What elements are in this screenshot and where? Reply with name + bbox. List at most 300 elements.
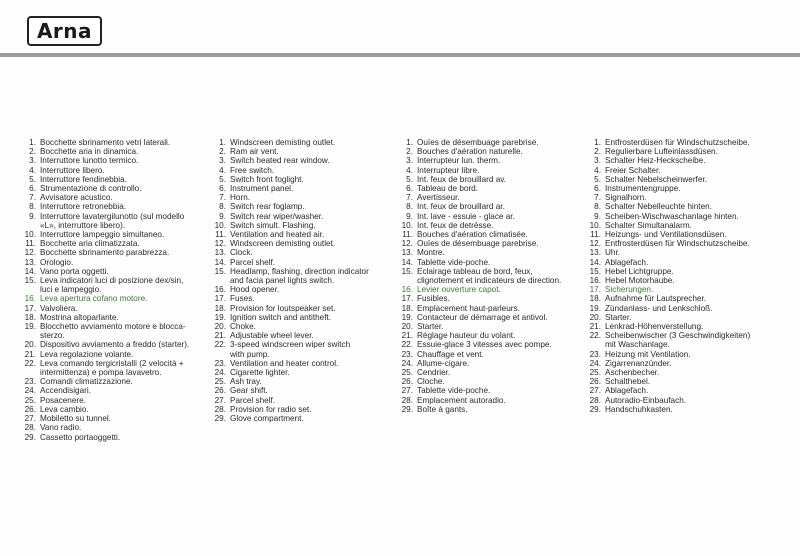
- legend-item: [585, 166, 750, 175]
- legend-item-number: 14.: [589, 257, 601, 267]
- legend-item-number: 20.: [401, 322, 413, 332]
- legend-item-text: Interruttore retronebbia.: [40, 202, 127, 212]
- legend-item-text: Emplacement haut-parleurs.: [417, 303, 520, 313]
- legend-item-number: 5.: [219, 174, 226, 184]
- legend-item-number: 10.: [401, 220, 413, 230]
- legend-item-text: Horn.: [230, 193, 251, 203]
- legend-item-number: 28.: [24, 423, 36, 433]
- legend-item-text: Int. feux de brouillard ar.: [417, 202, 505, 212]
- legend-item-number: 5.: [29, 174, 36, 184]
- legend-item-text: Provision for loutspeaker set.: [230, 303, 336, 313]
- legend-item-number: 9.: [594, 211, 601, 221]
- legend-item-number: 25.: [589, 368, 601, 378]
- legend-item-text: Free switch.: [230, 165, 275, 175]
- legend-item-number: 3.: [219, 156, 226, 166]
- legend-item-number: 28.: [214, 404, 226, 414]
- legend-item: [20, 138, 189, 147]
- legend-item-text: Cendrier.: [417, 368, 451, 378]
- legend-item-number: 11.: [402, 230, 413, 240]
- legend-item: [20, 377, 189, 386]
- legend-item-text: Orologio.: [40, 257, 74, 267]
- legend-item-number: 6.: [594, 184, 601, 194]
- legend-item: [585, 405, 750, 414]
- legend-item: [585, 331, 750, 340]
- legend-item: [210, 156, 369, 165]
- legend-item: [397, 230, 561, 239]
- legend-item: [20, 294, 189, 303]
- legend-item-text: Int. feux de brouillard av.: [417, 174, 507, 184]
- legend-item-text: Avvisatore acustico.: [40, 193, 113, 203]
- legend-item-text: Lenkrad-Höhenverstellung.: [605, 322, 704, 332]
- legend-item: [210, 304, 369, 313]
- legend-item: [20, 239, 189, 248]
- legend-item: [210, 285, 369, 294]
- legend-item: [585, 377, 750, 386]
- legend-item-text: Instrumentengruppe.: [605, 184, 681, 194]
- legend-column-english: [210, 138, 369, 423]
- legend-item-number: 14.: [401, 257, 413, 267]
- legend-item-text: Choke.: [230, 322, 256, 332]
- legend-item: [210, 166, 369, 175]
- legend-item-text: Leva cambio.: [40, 404, 89, 414]
- legend-item-number: 13.: [214, 248, 226, 258]
- legend-item-text: Mostrina altoparlante.: [40, 312, 119, 322]
- legend-item-number: 5.: [594, 174, 601, 184]
- legend-item-text: Ignition switch and antitheft.: [230, 312, 332, 322]
- legend-item-text: Leva regolazione volante.: [40, 349, 134, 359]
- legend-item-text: Hebel Motorhaube.: [605, 276, 675, 286]
- legend-item-text: Eclairage tableau de bord, feux,: [417, 266, 533, 276]
- legend-item-number: 11.: [25, 239, 36, 249]
- legend-item-number: 11.: [590, 230, 601, 240]
- legend-item-number: 14.: [24, 266, 36, 276]
- legend-item: [20, 248, 189, 257]
- legend-item-text: Tablette vide-poche.: [417, 386, 491, 396]
- legend-item-number: 24.: [401, 358, 413, 368]
- legend-item: [210, 414, 369, 423]
- legend-item-number: 27.: [401, 386, 413, 396]
- legend-item-text: Réglage hauteur du volant.: [417, 331, 516, 341]
- legend-item-number: 21.: [24, 349, 36, 359]
- legend-item: [397, 313, 561, 322]
- legend-item-text: Ouïes de désembuage parebrise.: [417, 239, 539, 249]
- legend-item-number: 1.: [29, 138, 36, 147]
- legend-item-text: Fuses.: [230, 294, 255, 304]
- legend-item-text: Regulierbare Lufteinlassdüsen.: [605, 147, 718, 157]
- legend-item: [585, 359, 750, 368]
- legend-item-text: Tablette vide-poche.: [417, 257, 491, 267]
- legend-item-text: Dispositivo avviamento a freddo (starter).: [40, 340, 190, 350]
- legend-item: [397, 258, 561, 267]
- legend-item: [585, 304, 750, 313]
- legend-item-number: 6.: [219, 184, 226, 194]
- legend-item-text: Comandi climatizzazione.: [40, 377, 133, 387]
- legend-item: [585, 248, 750, 257]
- legend-item-text: Interruttore fendinebbia.: [40, 174, 127, 184]
- legend-item-text: Glove compartment.: [230, 414, 304, 424]
- legend-item-text: Scheiben-Wischwaschanlage hinten.: [605, 211, 739, 221]
- legend-item-text: Boîte à gants.: [417, 404, 468, 414]
- legend-item: [585, 138, 750, 147]
- legend-item-text: Handschuhkasten.: [605, 404, 673, 414]
- legend-item: [585, 175, 750, 184]
- legend-item: [20, 193, 189, 202]
- legend-item-number: 4.: [29, 165, 36, 175]
- legend-item-number: 10.: [214, 220, 226, 230]
- legend-item-number: 8.: [594, 202, 601, 212]
- legend-item: [20, 156, 189, 165]
- legend-item-text: Parcel shelf.: [230, 395, 276, 405]
- legend-item-text: clignotement et indicateurs de direction.: [417, 276, 562, 286]
- legend-item-number: 25.: [214, 377, 226, 387]
- legend-item-text: intermittenza) e pompa lavavetro.: [40, 368, 162, 378]
- legend-item-number: 2.: [29, 147, 36, 157]
- legend-item-number: 7.: [29, 193, 36, 203]
- legend-item: [397, 175, 561, 184]
- legend-item-text: Freier Schalter.: [605, 165, 661, 175]
- legend-item-number: 18.: [401, 303, 413, 313]
- legend-item: [20, 414, 189, 423]
- legend-item-text: Heizungs- und Ventilationsdüsen.: [605, 230, 727, 240]
- legend-item-text: Accendisigari.: [40, 386, 91, 396]
- legend-item-number: [210, 350, 230, 359]
- legend-column-german: [585, 138, 750, 414]
- legend-item-number: 23.: [401, 349, 413, 359]
- legend-item-text: Vano porta oggetti.: [40, 266, 109, 276]
- legend-item: [397, 184, 561, 193]
- legend-item-number: [397, 276, 417, 285]
- legend-item: [397, 377, 561, 386]
- legend-item-number: 26.: [589, 377, 601, 387]
- legend-item: [397, 156, 561, 165]
- legend-item-text: Cassetto portaoggetti.: [40, 432, 121, 442]
- legend-item-text: Entfrosterdüsen für Windschutzscheibe.: [605, 239, 750, 249]
- legend-item-number: 20.: [24, 340, 36, 350]
- legend-item-text: Schalter Simultanalarm.: [605, 220, 692, 230]
- legend-item-number: 9.: [219, 211, 226, 221]
- legend-item: [397, 405, 561, 414]
- legend-item: [585, 322, 750, 331]
- legend-item-text: Switch rear foglamp.: [230, 202, 305, 212]
- legend-item-text: Bouches d'aération climatisée.: [417, 230, 528, 240]
- legend-item-text: Clock.: [230, 248, 253, 258]
- legend-item-text: Chauffage et vent.: [417, 349, 484, 359]
- brand-logo: Arna: [27, 16, 102, 46]
- legend-item-number: [20, 221, 40, 230]
- legend-item-text: Leva indicatori luci di posizione dex/sin,: [40, 276, 184, 286]
- legend-item-text: Switch front foglight.: [230, 174, 304, 184]
- legend-item-text: Aschenbecher.: [605, 368, 660, 378]
- legend-item-number: 27.: [589, 386, 601, 396]
- legend-item-number: 29.: [401, 404, 413, 414]
- legend-item: [210, 258, 369, 267]
- legend-item-text: Posacenere.: [40, 395, 86, 405]
- legend-item: [210, 377, 369, 386]
- legend-item: [20, 386, 189, 395]
- legend-item-number: 24.: [24, 386, 36, 396]
- legend-item-text: Autoradio-Einbaufach.: [605, 395, 687, 405]
- legend-item: [210, 221, 369, 230]
- legend-item-number: 22.: [401, 340, 413, 350]
- legend-item-text: Interruttore lavatergilunotto (sul modello: [40, 211, 185, 221]
- legend-item-number: 27.: [214, 395, 226, 405]
- legend-item-number: 1.: [594, 138, 601, 147]
- legend-item-text: Mobiletto su tunnel.: [40, 414, 112, 424]
- legend-item-text: Switch heated rear window.: [230, 156, 330, 166]
- legend-item-text: Fusibles.: [417, 294, 450, 304]
- legend-item-number: 3.: [594, 156, 601, 166]
- legend-item: [397, 138, 561, 147]
- legend-item-text: Leva apertura cofano motore.: [40, 294, 148, 304]
- legend-item-text: Ventilation and heated air.: [230, 230, 325, 240]
- legend-item-number: 10.: [24, 230, 36, 240]
- legend-item: [20, 221, 189, 230]
- legend-item: [397, 147, 561, 156]
- legend-item: [585, 258, 750, 267]
- legend-item: [20, 433, 189, 442]
- legend-item: [585, 212, 750, 221]
- legend-item: [20, 175, 189, 184]
- legend-item: [20, 359, 189, 368]
- legend-item-text: Allume-cigare.: [417, 358, 470, 368]
- legend-item: [210, 175, 369, 184]
- legend-item: [210, 313, 369, 322]
- legend-item-number: 19.: [401, 312, 413, 322]
- legend-item: [397, 386, 561, 395]
- legend-item: [20, 258, 189, 267]
- legend-item: [210, 230, 369, 239]
- legend-item: [20, 276, 189, 285]
- legend-item-text: Headlamp, flashing, direction indicator: [230, 266, 369, 276]
- legend-item-number: 18.: [214, 303, 226, 313]
- legend-item: [585, 193, 750, 202]
- legend-item-text: Provision for radio set.: [230, 404, 312, 414]
- legend-item: [585, 368, 750, 377]
- legend-item-number: 5.: [406, 174, 413, 184]
- legend-item: [397, 276, 561, 285]
- legend-item-number: 7.: [406, 193, 413, 203]
- legend-item-text: Schalter Nebelleuchte hinten.: [605, 202, 712, 212]
- legend-item-text: Zigarrenanzünder.: [605, 358, 672, 368]
- legend-item: [20, 304, 189, 313]
- legend-item-number: 8.: [29, 202, 36, 212]
- legend-item-text: Hebel Lichtgruppe.: [605, 266, 674, 276]
- legend-item-number: 23.: [214, 358, 226, 368]
- legend-item: [585, 184, 750, 193]
- legend-item-number: 11.: [215, 230, 226, 240]
- legend-item: [397, 212, 561, 221]
- legend-item: [210, 331, 369, 340]
- legend-item-text: Ouïes de désembuage parebrise.: [417, 138, 539, 147]
- legend-item-number: 7.: [219, 193, 226, 203]
- legend-item: [20, 212, 189, 221]
- legend-item: [210, 386, 369, 395]
- legend-item-text: Gear shift.: [230, 386, 268, 396]
- legend-item-text: Uhr.: [605, 248, 621, 258]
- legend-item: [210, 396, 369, 405]
- legend-item: [585, 294, 750, 303]
- legend-item: [397, 350, 561, 359]
- legend-item-text: Bocchette sbrinamento vetri laterali.: [40, 138, 171, 147]
- legend-item-number: 20.: [589, 312, 601, 322]
- legend-item: [585, 276, 750, 285]
- legend-item-number: 1.: [219, 138, 226, 147]
- legend-item: [20, 368, 189, 377]
- legend-item-number: 13.: [24, 257, 36, 267]
- legend-item: [397, 221, 561, 230]
- legend-item-text: Ram air vent.: [230, 147, 279, 157]
- legend-item-number: 6.: [406, 184, 413, 194]
- legend-item: [397, 340, 561, 349]
- legend-item: [585, 285, 750, 294]
- legend-item-number: 16.: [401, 285, 413, 295]
- legend-item-number: 29.: [214, 414, 226, 424]
- legend-item-number: 15.: [24, 276, 36, 286]
- legend-item-text: Vano radio.: [40, 423, 82, 433]
- legend-item-number: [585, 340, 605, 349]
- legend-item: [210, 239, 369, 248]
- legend-item-text: Schalter Nebelscheinwerfer.: [605, 174, 707, 184]
- legend-item-number: 3.: [29, 156, 36, 166]
- legend-item-text: sterzo.: [40, 331, 65, 341]
- legend-item: [210, 322, 369, 331]
- legend-item: [20, 350, 189, 359]
- legend-item-text: with pump.: [230, 349, 270, 359]
- legend-item-number: [20, 331, 40, 340]
- legend-item-number: 26.: [24, 404, 36, 414]
- legend-item: [397, 331, 561, 340]
- legend-item-text: Tableau de bord.: [417, 184, 478, 194]
- legend-item-number: [210, 276, 230, 285]
- legend-item-text: mit Waschanlage.: [605, 340, 670, 350]
- legend-item-number: 17.: [401, 294, 413, 304]
- legend-item-number: 17.: [589, 285, 601, 295]
- legend-item-number: [20, 285, 40, 294]
- legend-item-number: 2.: [406, 147, 413, 157]
- legend-item-number: 3.: [406, 156, 413, 166]
- legend-item: [20, 405, 189, 414]
- legend-item-text: Switch simult. Flashing.: [230, 220, 316, 230]
- legend-item-number: 9.: [406, 211, 413, 221]
- legend-item-number: 19.: [214, 312, 226, 322]
- legend-item-number: 12.: [589, 239, 601, 249]
- legend-item: [397, 322, 561, 331]
- legend-item-text: Bocchette aria climatizzata.: [40, 239, 140, 249]
- legend-item-number: 29.: [589, 404, 601, 414]
- legend-item: [20, 166, 189, 175]
- legend-item-text: Bocchette aria in dinamica.: [40, 147, 139, 157]
- legend-item-number: 8.: [219, 202, 226, 212]
- legend-item-text: Ash tray.: [230, 377, 262, 387]
- legend-item-text: «L», interruttore libero).: [40, 220, 126, 230]
- legend-item-text: Parcel shelf.: [230, 257, 276, 267]
- legend-item-number: 8.: [406, 202, 413, 212]
- legend-item-number: 22.: [214, 340, 226, 350]
- legend-item: [397, 368, 561, 377]
- legend-item: [397, 267, 561, 276]
- legend-item: [210, 276, 369, 285]
- legend-item-text: Contacteur de démarrage et antivol.: [417, 312, 548, 322]
- legend-item-text: Entfrosterdüsen für Windschutzscheibe.: [605, 138, 750, 147]
- legend-item: [585, 147, 750, 156]
- legend-item-text: Switch rear wiper/washer.: [230, 211, 324, 221]
- legend-item-text: Interruttore lampeggio simultaneo.: [40, 230, 165, 240]
- legend-item-number: 10.: [589, 220, 601, 230]
- legend-item-text: Blocchetto avviamento motore e blocca-: [40, 322, 186, 332]
- legend-item-number: 9.: [29, 211, 36, 221]
- legend-item-number: 24.: [214, 368, 226, 378]
- legend-item: [585, 340, 750, 349]
- legend-item-text: Cloche.: [417, 377, 445, 387]
- legend-item: [20, 267, 189, 276]
- legend-item: [20, 313, 189, 322]
- legend-item-number: 12.: [24, 248, 36, 258]
- legend-item-number: 16.: [589, 276, 601, 286]
- legend-item-text: Sicherungen.: [605, 285, 654, 295]
- legend-item-number: [20, 368, 40, 377]
- legend-item-text: Int. lave - essuie - glace ar.: [417, 211, 515, 221]
- legend-item-text: Signalhorn.: [605, 193, 647, 203]
- legend-item-text: Aufnahme für Lautsprecher.: [605, 294, 707, 304]
- legend-item: [20, 285, 189, 294]
- legend-item-text: Bocchette sbrinamento parabrezza.: [40, 248, 170, 258]
- legend-item: [210, 212, 369, 221]
- legend-item-text: Interruttore lunotto termico.: [40, 156, 139, 166]
- legend-item-number: 6.: [29, 184, 36, 194]
- legend-item-number: 15.: [214, 266, 226, 276]
- legend-item-text: Ventilation and heater control.: [230, 358, 339, 368]
- legend-item-number: 21.: [214, 331, 226, 341]
- legend-item: [585, 202, 750, 211]
- legend-item: [210, 138, 369, 147]
- legend-item-number: 21.: [401, 331, 413, 341]
- legend-item-number: 20.: [214, 322, 226, 332]
- legend-item-text: Zündanlass- und Lenkschloß.: [605, 303, 713, 313]
- legend-item-text: Schalter Heiz-Heckscheibe.: [605, 156, 706, 166]
- legend-item: [20, 184, 189, 193]
- legend-item-text: Interrupteur libre.: [417, 165, 480, 175]
- legend-item-number: 23.: [24, 377, 36, 387]
- legend-item-text: Adjustable wheel lever.: [230, 331, 314, 341]
- legend-item-text: Strumentazione di controllo.: [40, 184, 142, 194]
- legend-item: [585, 313, 750, 322]
- legend-item-number: 26.: [214, 386, 226, 396]
- legend-item-text: Avertisseur.: [417, 193, 460, 203]
- legend-item-text: Valvoliera.: [40, 303, 78, 313]
- legend-item-number: 28.: [401, 395, 413, 405]
- legend-item-number: 2.: [594, 147, 601, 157]
- legend-item: [20, 202, 189, 211]
- legend-item-text: Instrument panel.: [230, 184, 294, 194]
- legend-item-text: Interruttore libero.: [40, 165, 105, 175]
- legend-item-number: 28.: [589, 395, 601, 405]
- legend-item: [20, 340, 189, 349]
- legend-item-text: Starter.: [605, 312, 632, 322]
- legend-item-text: Hood opener.: [230, 285, 280, 295]
- legend-item-number: 29.: [24, 432, 36, 442]
- legend-item: [20, 230, 189, 239]
- legend-item-text: Ablagefach.: [605, 386, 649, 396]
- legend-item-number: 24.: [589, 358, 601, 368]
- legend-item-text: Starter.: [417, 322, 444, 332]
- legend-item: [20, 423, 189, 432]
- legend-item: [585, 350, 750, 359]
- legend-item-text: and facia panel lights switch.: [230, 276, 335, 286]
- legend-item-number: 16.: [24, 294, 36, 304]
- legend-item: [210, 202, 369, 211]
- legend-item-text: Windscreen demisting outlet.: [230, 138, 336, 147]
- legend-item-number: 4.: [406, 165, 413, 175]
